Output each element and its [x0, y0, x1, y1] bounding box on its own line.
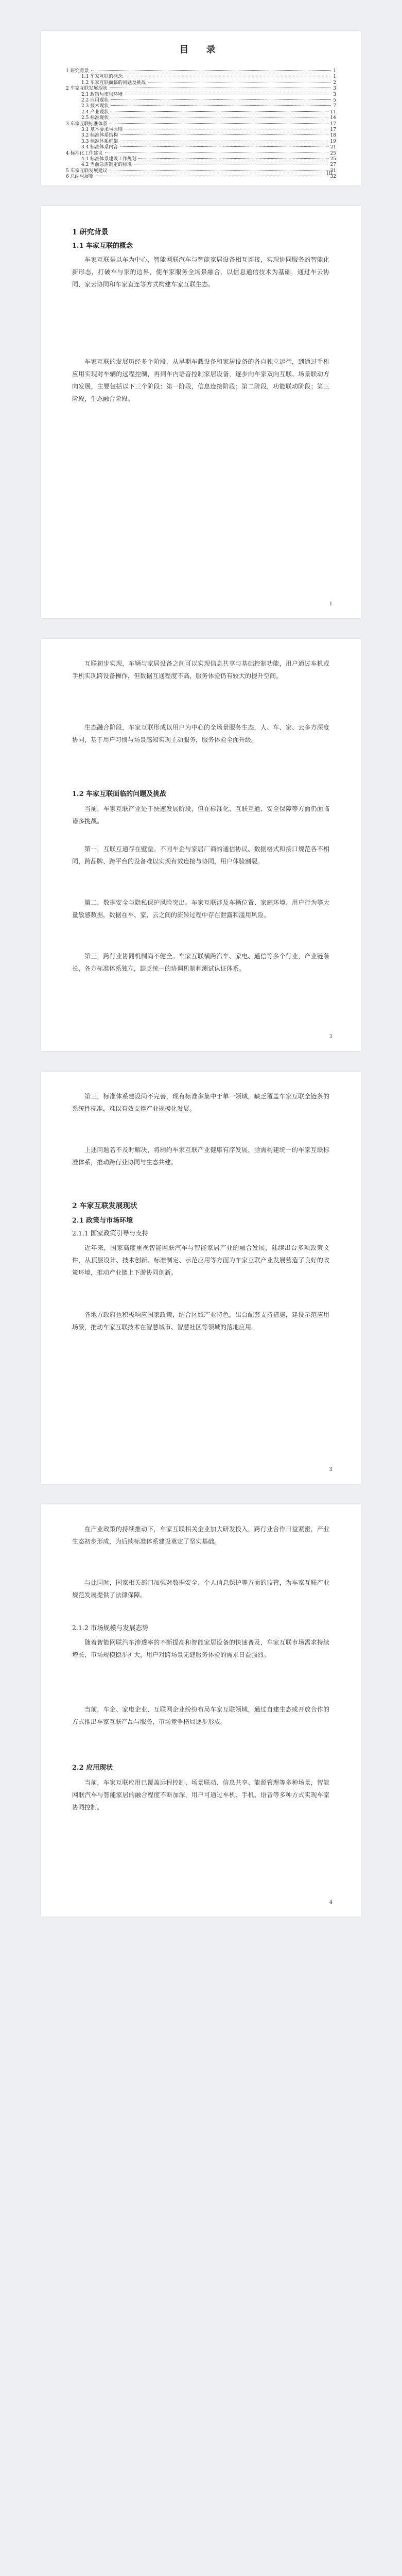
subsection-heading: 1.1 车家互联的概念: [72, 242, 133, 250]
toc-page: [41, 31, 361, 185]
content-page-3: [41, 1072, 361, 1484]
toc-leader-dots: [111, 99, 331, 100]
toc-entry-label: 1 研究背景: [66, 69, 89, 74]
toc-entry-page: 1: [333, 69, 336, 74]
content-page-4: [41, 1504, 361, 1917]
toc-entry-page: 25: [330, 150, 336, 156]
subsubsection-heading: 2.1.1 国家政策引导与支持: [72, 1229, 149, 1237]
page-number: 2: [329, 1034, 333, 1040]
toc-entry-label: 2.2 应用现状: [81, 98, 109, 103]
paragraph: 与此同时，国家相关部门加强对数据安全、个人信息保护等方面的监管，为车家互联产业规范发展提供了法律保障。: [72, 1579, 329, 1599]
toc-entry-label: 2 车家互联发展现状: [66, 86, 108, 92]
toc-entry-page: 3: [333, 86, 336, 92]
toc-leader-dots: [91, 70, 331, 71]
toc-entry-page: 27: [330, 162, 336, 168]
paragraph: 随着智能网联汽车渗透率的不断提高和智能家居设备的快速普及，车家互联市场需求持续增长，市场规模稳步扩大，用户对跨场景无缝服务体验的需求日益强烈。: [72, 1639, 329, 1658]
toc-entry-page: 21: [330, 145, 336, 150]
toc-entry-label: 2.1 政策与市场环境: [81, 92, 123, 97]
content-page-2: [41, 639, 361, 1051]
toc-entry-page: 7: [333, 104, 336, 109]
toc-entry-label: 3.3 标准体系框架: [81, 139, 118, 144]
subsection-heading: 2.2 应用现状: [72, 1764, 113, 1772]
toc-entry-page: 14: [330, 115, 336, 121]
toc-entry-page: 25: [330, 157, 336, 162]
toc-entry-page: 31: [330, 168, 336, 174]
toc-entry-page: 19: [330, 139, 336, 144]
paragraph: 互联初步实现，车辆与家居设备之间可以实现信息共享与基础控制功能，用户通过车机或手机实现跨设备操作，但数据互通程度不高，服务体验仍有较大的提升空间。: [72, 660, 329, 680]
paragraph: 近年来，国家高度重视智能网联汽车与智能家居产业的融合发展，陆续出台多项政策文件，从顶层设计、技术创新、标准制定、示范应用等方面为车家互联产业发展营造了良好的政策环境，推动产业链上下游协同创新。: [72, 1244, 329, 1276]
toc-entry-page: 3: [333, 92, 336, 97]
page-number: 4: [329, 1900, 333, 1905]
subsection-heading: 2.1 政策与市场环境: [72, 1217, 133, 1225]
paragraph: 第三，标准体系建设尚不完善，现有标准多集中于单一领域，缺乏覆盖车家互联全链条的系统性标准，难以有效支撑产业规模化发展。: [72, 1093, 329, 1112]
toc-entry-page: 17: [330, 127, 336, 132]
paragraph: 当前，车家互联应用已覆盖远程控制、场景联动、信息共享、能源管理等多种场景，智能网联汽车与智能家居的融合程度不断加深，用户可通过车机、手机、语音等多种方式实现车家协同控制。: [72, 1779, 329, 1811]
toc-entry-label: 1.2 车家互联面临的问题及挑战: [81, 80, 146, 86]
toc-leader-dots: [111, 105, 331, 106]
toc-leader-dots: [110, 123, 328, 124]
toc-entry-label: 3.2 标准体系结构: [81, 133, 118, 139]
toc-entry-page: 11: [330, 109, 336, 115]
toc-entry-page: 17: [330, 121, 336, 127]
section-heading: 1 研究背景: [72, 228, 109, 236]
paragraph: 第二，数据安全与隐私保护风险突出。车家互联涉及车辆位置、家庭环境、用户行为等大量敏感数据，数据在车、家、云之间的流转过程中存在泄露和滥用风险。: [72, 899, 329, 919]
paragraph: 当前，车企、家电企业、互联网企业纷纷布局车家互联领域，通过自建生态或开放合作的方式推出车家互联产品与服务，市场竞争格局逐步形成。: [72, 1706, 329, 1725]
subsubsection-heading: 2.1.2 市场规模与发展态势: [72, 1624, 149, 1632]
subsection-heading: 1.2 车家互联面临的问题及挑战: [72, 790, 167, 798]
toc-leader-dots: [120, 146, 328, 147]
toc-entry[interactable]: [66, 173, 336, 179]
paragraph: 车家互联是以车为中心，智能网联汽车与智能家居设备相互连接，实现协同服务的智能化新形态，打破车与家的边界，使车家服务全场景融合，以信息通信技术为基础，通过车云协同、家云协同和车家直连等方式构建车家互联生态。: [72, 256, 329, 288]
section-heading: 2 车家互联发展现状: [72, 1202, 137, 1210]
toc-entry-label: 4.1 标准体系建设工作规划: [81, 157, 137, 162]
paragraph: 车家互联的发展历经多个阶段，从早期车载设备和家居设备的各自独立运行，到通过手机应用实现对车辆的远程控制，再到车内语音控制家居设备，逐步向车家双向互联、场景联动方向发展，主要包括以下三个阶段：第一阶段，信息连接阶段；第二阶段，功能联动阶段；第三阶段，生态融合阶段。: [72, 358, 329, 402]
paragraph: 当前，车家互联产业处于快速发展阶段，但在标准化、互联互通、安全保障等方面仍面临诸多挑战。: [72, 805, 329, 825]
toc-entry-page: 2: [333, 80, 336, 86]
toc-entry-label: 4.2 当前急需制定的标准: [81, 162, 132, 168]
page-number: 3: [329, 1467, 333, 1472]
paragraph: 在产业政策的持续推动下，车家互联相关企业加大研发投入，跨行业合作日益紧密，产业生态初步形成，为后续标准体系建设奠定了坚实基础。: [72, 1526, 329, 1545]
toc-title: 目 录: [179, 44, 223, 55]
paragraph: 上述问题若不及时解决，将制约车家互联产业健康有序发展，亟需构建统一的车家互联标准体系，推动跨行业协同与生态共建。: [72, 1146, 329, 1166]
toc-entry-label: 2.3 技术现状: [81, 104, 109, 109]
toc-entry-page: 1: [333, 74, 336, 80]
toc-leader-dots: [110, 170, 328, 171]
toc-entry-label: 6 总结与展望: [66, 174, 94, 180]
content-page-1: [41, 206, 361, 618]
toc-leader-dots: [105, 152, 328, 153]
toc-leader-dots: [120, 134, 328, 135]
page-number: 1: [329, 601, 333, 607]
page-number: III: [326, 171, 333, 176]
toc-leader-dots: [138, 158, 328, 159]
toc-entry-page: 5: [333, 98, 336, 103]
toc-entry-label: 3.4 标准体系内容: [81, 145, 118, 150]
toc-entry-label: 2.4 产业现状: [81, 109, 109, 115]
toc-entry-label: 1.1 车家互联的概念: [81, 74, 123, 80]
toc-entry-label: 3 车家互联标准体系: [66, 121, 108, 127]
toc-entry-label: 4 标准化工作建议: [66, 150, 103, 156]
toc-entry-label: 3.1 基本要求与原则: [81, 127, 123, 132]
paragraph: 第一，互联互通存在壁垒。不同车企与家居厂商的通信协议、数据格式和接口规范各不相同，跨品牌、跨平台的设备难以实现有效连接与协同，用户体验割裂。: [72, 845, 329, 865]
toc-leader-dots: [111, 111, 328, 112]
toc-entry-label: 2.5 标准现状: [81, 115, 109, 121]
paragraph: 各地方政府也积极响应国家政策，结合区域产业特色，出台配套支持措施，建设示范应用场景，推动车家互联技术在智慧城市、智慧社区等领域的落地应用。: [72, 1311, 329, 1331]
toc-entry-page: 32: [330, 174, 336, 180]
paragraph: 第三，跨行业协同机制尚不健全。车家互联横跨汽车、家电、通信等多个行业，产业链条长，各方标准体系独立，缺乏统一的协调机制和测试认证体系。: [72, 953, 329, 972]
toc-entry-label: 5 车家互联发展建议: [66, 168, 108, 174]
paragraph: 生态融合阶段，车家互联形成以用户为中心的全场景服务生态，人、车、家、云多方深度协同，基于用户习惯与场景感知实现主动服务，服务体验全面升级。: [72, 724, 329, 743]
toc-entry-page: 18: [330, 133, 336, 139]
